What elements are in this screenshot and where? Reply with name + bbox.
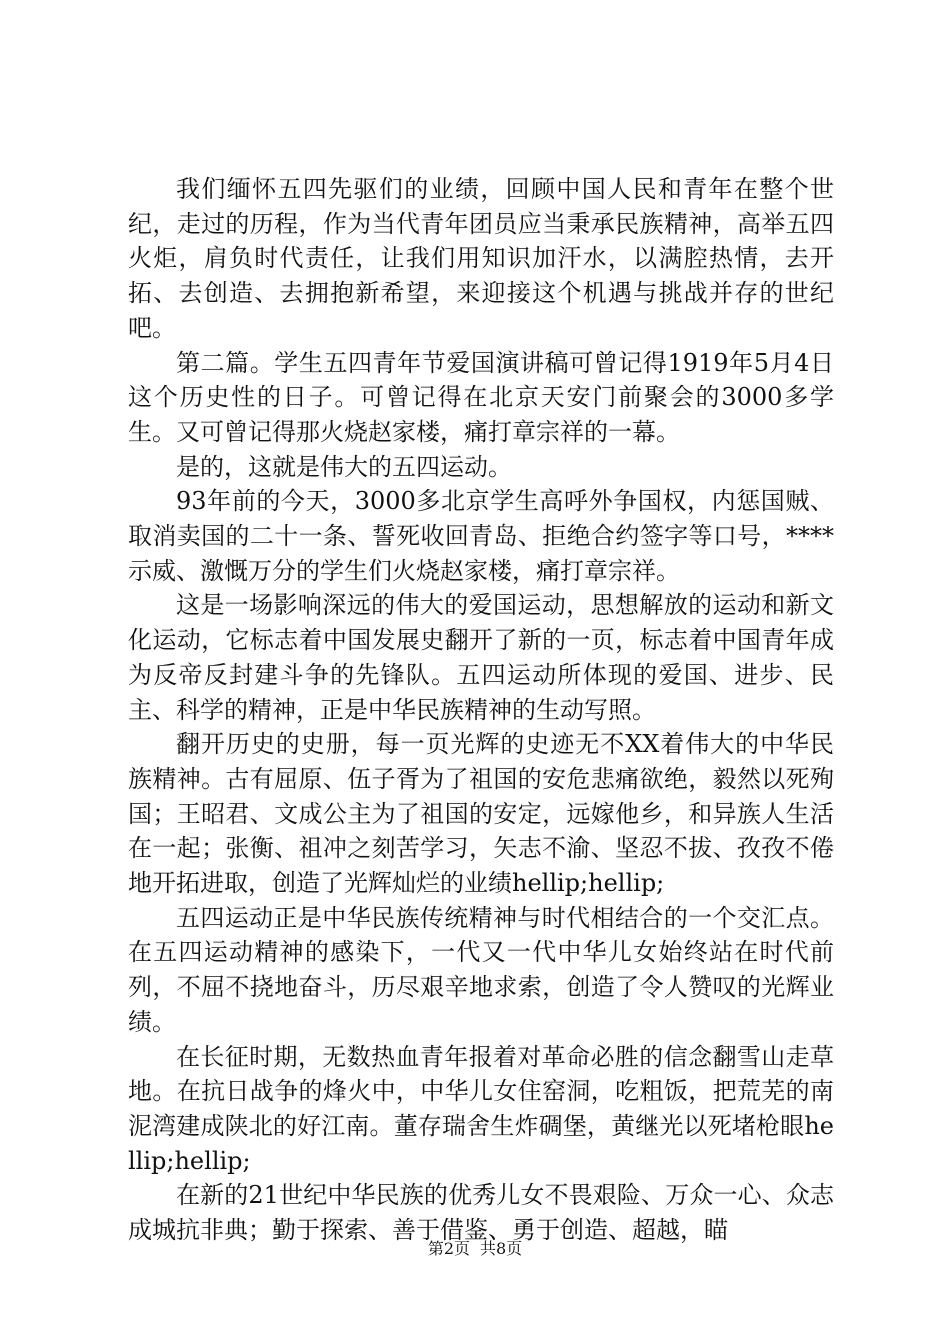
- document-body: [128, 172, 834, 1248]
- paragraph: 93年前的今天，3000多北京学生高呼外争国权，内惩国贼、取消卖国的二十一条、誓死收回青岛、拒绝合约签字等口号，****示威、激慨万分的学生们火烧赵家楼，痛打章宗祥。: [128, 487, 834, 585]
- paragraph: 翻开历史的史册，每一页光辉的史迹无不XX着伟大的中华民族精神。古有屈原、伍子胥为了祖国的安危悲痛欲绝，毅然以死殉国；王昭君、文成公主为了祖国的安定，远嫁他乡，和异族人生活在一起；张衡、祖冲之刻苦学习，矢志不渝、坚忍不拔、孜孜不倦地开拓进取，创造了光辉灿烂的业绩hellip;hellip;: [128, 730, 834, 898]
- paragraph: 在长征时期，无数热血青年报着对革命必胜的信念翻雪山走草地。在抗日战争的烽火中，中华儿女住窑洞，吃粗饭，把荒芜的南泥湾建成陕北的好江南。董存瑞舍生炸碉堡，黄继光以死堵枪眼hellip;hellip;: [128, 1042, 834, 1175]
- paragraph: 在新的21世纪中华民族的优秀儿女不畏艰险、万众一心、众志成城抗非典；勤于探索、善于借鉴、勇于创造、超越，瞄: [128, 1181, 834, 1245]
- page-footer: [0, 1238, 950, 1260]
- paragraph: 是的，这就是伟大的五四运动。: [176, 452, 512, 481]
- paragraph: 五四运动正是中华民族传统精神与时代相结合的一个交汇点。在五四运动精神的感染下，一代又一代中华儿女始终站在时代前列，不屈不挠地奋斗，历尽艰辛地求索，创造了令人赞叹的光辉业绩。: [128, 903, 834, 1036]
- paragraph: 这是一场影响深远的伟大的爱国运动，思想解放的运动和新文化运动，它标志着中国发展史翻开了新的一页，标志着中国青年成为反帝反封建斗争的先锋队。五四运动所体现的爱国、进步、民主、科学的精神，正是中华民族精神的生动写照。: [128, 591, 834, 724]
- page-number: 第2页: [427, 1239, 470, 1258]
- paragraph: 我们缅怀五四先驱们的业绩，回顾中国人民和青年在整个世纪，走过的历程，作为当代青年团员应当秉承民族精神，高举五四火炬，肩负时代责任，让我们用知识加汗水，以满腔热情，去开拓、去创造、去拥抱新希望，来迎接这个机遇与挑战并存的世纪吧。: [128, 175, 834, 342]
- paragraph: 第二篇。学生五四青年节爱国演讲稿可曾记得1919年5月4日这个历史性的日子。可曾记得在北京天安门前聚会的3000多学生。又可曾记得那火烧赵家楼，痛打章宗祥的一幕。: [128, 348, 834, 446]
- page-total: 共8页: [480, 1239, 523, 1258]
